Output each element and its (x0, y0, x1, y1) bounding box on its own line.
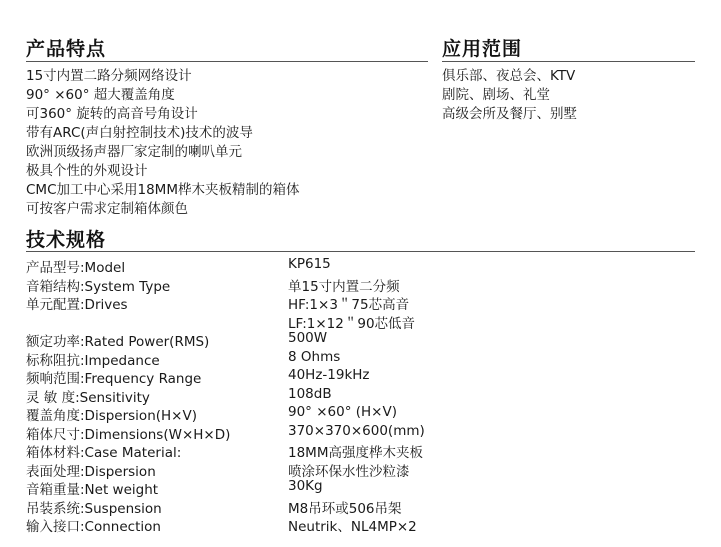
feature-item: CMC加工中心采用18MM桦木夹板精制的箱体 (26, 182, 300, 198)
feature-item: 极具个性的外观设计 (26, 163, 148, 179)
specs-heading: 技术规格 (26, 229, 107, 251)
spec-value: 8 Ohms (288, 348, 341, 365)
spec-value: LF:1×12＂90芯低音 (288, 315, 416, 332)
spec-label: 音箱重量:Net weight (26, 482, 159, 498)
spec-value: 370×370×600(mm) (288, 422, 425, 439)
spec-value: M8吊环或506吊架 (288, 500, 402, 517)
spec-value: 单15寸内置二分频 (288, 278, 400, 295)
spec-value: 30Kg (288, 478, 323, 494)
spec-label: 箱体尺寸:Dimensions(W×H×D) (26, 426, 231, 443)
spec-label: 输入接口:Connection (26, 519, 161, 535)
spec-value: KP615 (288, 256, 331, 272)
feature-item: 带有ARC(声白射控制技术)技术的波导 (26, 125, 253, 141)
spec-label: 音箱结构:System Type (26, 278, 171, 295)
features-divider (26, 61, 428, 62)
spec-label: 覆盖角度:Dispersion(H×V) (26, 408, 197, 424)
spec-value: 喷涂环保水性沙粒漆 (288, 463, 410, 480)
spec-label: 额定功率:Rated Power(RMS) (26, 334, 210, 350)
spec-label: 吊装系统:Suspension (26, 500, 162, 517)
spec-value: 500W (288, 330, 328, 346)
spec-label: 箱体材料:Case Material: (26, 445, 182, 461)
feature-item: 欧洲顶级扬声器厂家定制的喇叭单元 (26, 144, 242, 160)
feature-item: 可按客户需求定制箱体颜色 (26, 201, 188, 217)
spec-label: 灵 敏 度:Sensitivity (26, 389, 150, 406)
spec-value: 108dB (288, 385, 332, 402)
application-item: 高级会所及餐厅、别墅 (442, 106, 577, 122)
spec-label: 表面处理:Dispersion (26, 463, 156, 480)
spec-label: 频响范围:Frequency Range (26, 371, 202, 387)
spec-value: HF:1×3＂75芯高音 (288, 297, 410, 313)
spec-value: 18MM高强度桦木夹板 (288, 445, 423, 461)
application-item: 剧院、剧场、礼堂 (442, 87, 550, 103)
spec-label: 产品型号:Model (26, 260, 126, 276)
features-heading: 产品特点 (26, 38, 107, 60)
applications-heading: 应用范围 (442, 38, 523, 60)
spec-value: Neutrik、NL4MP×2 (288, 519, 417, 535)
feature-item: 可360° 旋转的高音号角设计 (26, 106, 198, 122)
application-item: 俱乐部、夜总会、KTV (442, 68, 576, 84)
spec-value: 40Hz-19kHz (288, 367, 370, 383)
spec-label: 标称阻抗:Impedance (26, 352, 160, 369)
feature-item: 15寸内置二路分频网络设计 (26, 68, 192, 84)
applications-divider (442, 61, 695, 62)
feature-item: 90° ×60° 超大覆盖角度 (26, 87, 175, 103)
spec-value: 90° ×60° (H×V) (288, 404, 397, 420)
specs-divider (26, 251, 695, 252)
spec-label: 单元配置:Drives (26, 297, 128, 313)
